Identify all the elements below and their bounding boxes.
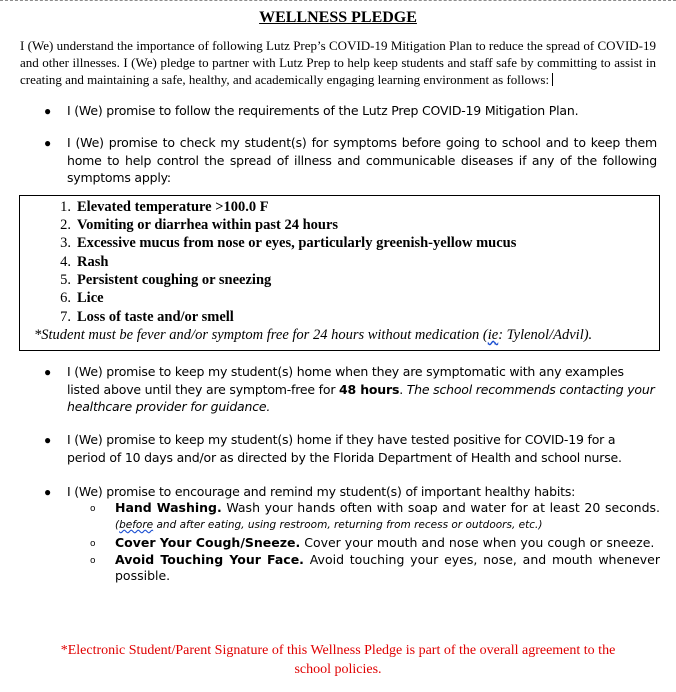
- pledge-text: I (We) promise to keep my student(s) home when they are symptomatic with any examples listed above until they are symptom-free for: [67, 364, 624, 397]
- pledge-item-check-symptoms: I (We) promise to check my student(s) for symptoms before going to school and to keep them home to help control the spread of illness and communicable diseases if any of the following symptoms apply:: [67, 135, 657, 185]
- symptom-item: [51, 198, 269, 216]
- habit-avoid-touching-face: [115, 552, 660, 584]
- symptom-text: Loss of taste and/or smell: [77, 309, 234, 325]
- signature-notice: [0, 641, 676, 679]
- pledge-item-mitigation-plan: I (We) promise to follow the requirements of the Lutz Prep COVID-19 Mitigation Plan.: [67, 103, 579, 118]
- pledge-text: .: [399, 381, 407, 397]
- intro-paragraph: [20, 37, 656, 88]
- sub-bullet-circle-icon: o: [90, 539, 96, 549]
- page-title: WELLNESS PLEDGE: [259, 9, 417, 26]
- symptom-text: Elevated temperature >100.0 F: [77, 199, 269, 215]
- pledge-item-keep-home-positive: I (We) promise to keep my student(s) home if they have tested positive for COVID-19 for a period of 10 days and/or as directed by the Florida Department of Health and school nurse.: [67, 432, 622, 465]
- spellcheck-word: ie: [487, 327, 499, 343]
- habit-note: [115, 519, 542, 531]
- bullet-dot-icon: ●: [44, 485, 52, 499]
- pledge-recommendation: The school recommends contacting your healthcare provider for guidance.: [67, 381, 655, 414]
- symptom-number: 2.: [60, 217, 71, 233]
- symptom-number: 5.: [60, 272, 71, 288]
- pledge-emphasis: 48 hours: [339, 381, 400, 397]
- symptom-number: 1.: [60, 199, 71, 215]
- symptom-number: 4.: [60, 254, 71, 270]
- symptom-number: 3.: [60, 235, 71, 251]
- signature-notice-line: *Electronic Student/Parent Signature of this Wellness Pledge is part of the overall agreement to the: [60, 643, 616, 658]
- symptom-item: [51, 271, 271, 289]
- bullet-dot-icon: ●: [44, 104, 52, 118]
- bullet-dot-icon: ●: [44, 365, 52, 379]
- spellcheck-word: before: [119, 519, 154, 531]
- signature-notice-line: school policies.: [294, 662, 382, 677]
- note-text: : Tylenol/Advil).: [498, 327, 593, 343]
- habit-text: Avoid touching your eyes, nose, and mouth whenever possible.: [115, 552, 660, 583]
- pledge-item-keep-home-symptomatic: [67, 363, 657, 416]
- habit-text: Wash your hands often with soap and water for at least 20 seconds.: [221, 500, 661, 515]
- symptom-text: Vomiting or diarrhea within past 24 hours: [77, 217, 339, 233]
- symptom-text: Persistent coughing or sneezing: [77, 272, 272, 288]
- symptom-text: Excessive mucus from nose or eyes, particularly greenish-yellow mucus: [77, 235, 517, 251]
- bullet-dot-icon: ●: [44, 433, 52, 447]
- habit-label: Cover Your Cough/Sneeze.: [115, 535, 301, 550]
- symptom-number: 7.: [60, 309, 71, 325]
- symptom-text: Rash: [77, 254, 109, 270]
- intro-text: I (We) understand the importance of following Lutz Prep’s COVID-19 Mitigation Plan to reduce the spread of COVID-19 and other illnesses. I (We) pledge to partner with Lutz Prep to help keep students and staff safe by committing to assist in creating and maintaining a safe, healthy, and academically engaging learning environment as follows:: [20, 38, 656, 87]
- symptom-item: [51, 308, 234, 326]
- habit-text: Cover your mouth and nose when you cough or sneeze.: [300, 535, 655, 550]
- habit-note-text: and after eating, using restroom, returning from recess or outdoors, etc.): [153, 519, 543, 531]
- bullet-dot-icon: ●: [44, 136, 52, 150]
- page-top-border: [0, 0, 676, 1]
- symptom-item: [51, 289, 104, 307]
- habit-hand-washing: [115, 500, 660, 533]
- symptom-item: [51, 234, 516, 252]
- symptom-item: [51, 253, 108, 271]
- symptom-number: 6.: [60, 290, 71, 306]
- habit-cover-cough: [115, 535, 660, 551]
- note-text: *Student must be fever and/or symptom free for 24 hours without medication (: [34, 327, 488, 343]
- symptom-text: Lice: [77, 290, 104, 306]
- pledge-item-healthy-habits: I (We) promise to encourage and remind my student(s) of important healthy habits:: [67, 484, 576, 499]
- sub-bullet-circle-icon: o: [90, 504, 96, 514]
- text-cursor: [552, 73, 553, 86]
- habit-note-text: (: [115, 519, 120, 531]
- sub-bullet-circle-icon: o: [90, 556, 96, 566]
- symptom-item: [51, 216, 338, 234]
- habit-label: Avoid Touching Your Face.: [115, 552, 304, 567]
- symptom-free-note: [34, 327, 592, 344]
- habit-label: Hand Washing.: [115, 500, 222, 515]
- symptoms-box: [19, 195, 660, 351]
